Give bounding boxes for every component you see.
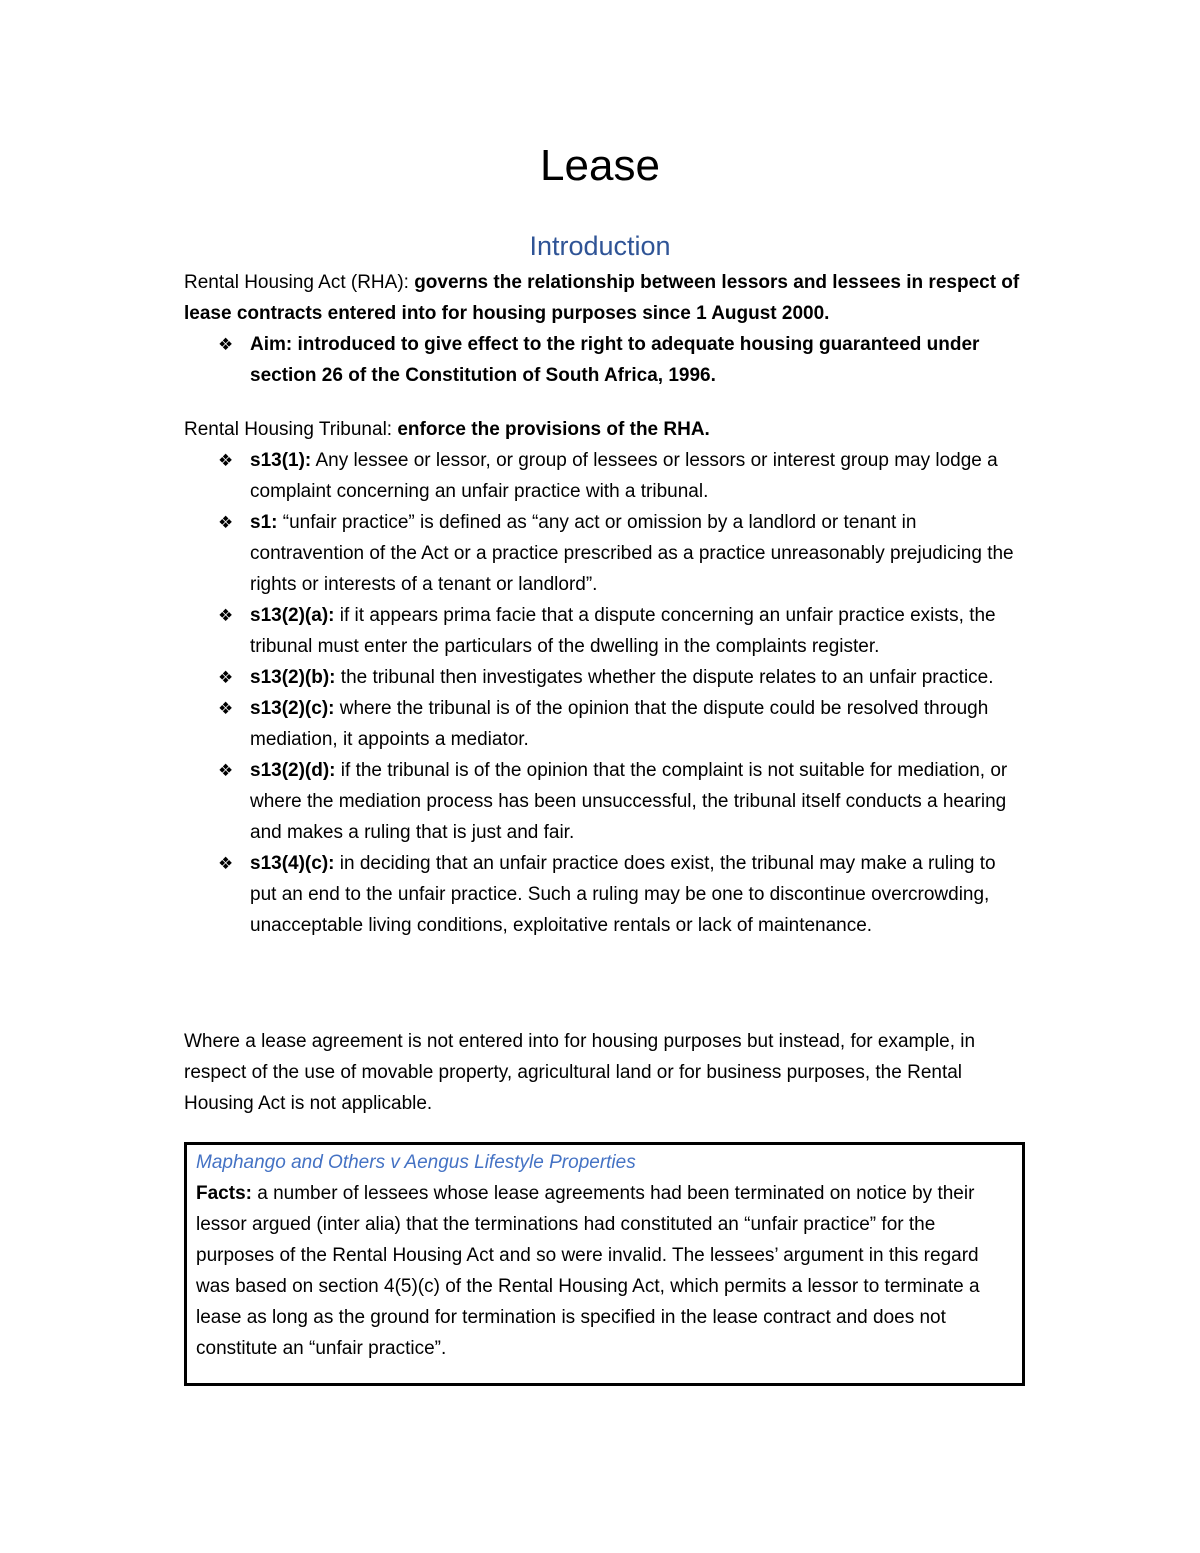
section-heading-introduction: Introduction <box>529 231 671 261</box>
diamond-bullet-icon: ❖ <box>218 451 234 470</box>
provision-ref: s13(2)(d): <box>250 760 336 781</box>
aim-lead: Aim: <box>250 334 293 355</box>
provision-text: where the tribunal is of the opinion that the dispute could be resolved through mediation, it appoints a mediator. <box>250 698 989 750</box>
list-item <box>184 662 1024 693</box>
case-box <box>184 1142 1025 1386</box>
list-item <box>184 848 1024 941</box>
diamond-bullet-icon: ❖ <box>218 668 234 687</box>
list-item <box>184 755 1024 848</box>
provision-text: if the tribunal is of the opinion that the complaint is not suitable for mediation, or where the mediation process has been unsuccessful, the tribunal itself conducts a hearing and makes a ruling that is just and fair. <box>250 760 1008 843</box>
provision-ref: s13(4)(c): <box>250 853 335 874</box>
provision-ref: s13(2)(c): <box>250 698 335 719</box>
rha-lead: Rental Housing Act (RHA): <box>184 272 409 293</box>
aim-list <box>184 329 1024 391</box>
rha-text: governs the relationship between lessors and lessees in respect of lease contracts entered into for housing purposes since 1 August 2000. <box>184 272 1020 324</box>
provision-ref: s1: <box>250 512 278 533</box>
provisions-list <box>184 445 1024 941</box>
list-item <box>184 693 1024 755</box>
provision-text: if it appears prima facie that a dispute concerning an unfair practice exists, the tribunal must enter the particulars of the dwelling in the complaints register. <box>250 605 996 657</box>
tribunal-text: enforce the provisions of the RHA. <box>392 419 710 440</box>
list-item <box>184 445 1024 507</box>
provision-text: Any lessee or lessor, or group of lessees or lessors or interest group may lodge a complaint concerning an unfair practice with a tribunal. <box>250 450 998 502</box>
tribunal-paragraph <box>184 414 1024 445</box>
document-title: Lease <box>540 141 660 190</box>
diamond-bullet-icon: ❖ <box>218 513 234 532</box>
provision-ref: s13(2)(b): <box>250 667 336 688</box>
diamond-bullet-icon: ❖ <box>218 699 234 718</box>
provision-ref: s13(1): <box>250 450 312 471</box>
facts-text: a number of lessees whose lease agreements had been terminated on notice by their lessor argued (inter alia) that the terminations had constituted an “unfair practice” for the purposes of the Rental Housing Act and so were invalid. The lessees’ argument in this regard was based on section 4(5)(c) of the Rental Housing Act, which permits a lessor to terminate a lease as long as the ground for termination is specified in the lease contract and does not constitute an “unfair practice”. <box>196 1183 980 1359</box>
provision-ref: s13(2)(a): <box>250 605 335 626</box>
list-item <box>184 329 1024 391</box>
aim-text: introduced to give effect to the right to adequate housing guaranteed under section 26 of the Constitution of South Africa, 1996. <box>250 334 980 386</box>
non-housing-paragraph: Where a lease agreement is not entered into for housing purposes but instead, for example, in respect of the use of movable property, agricultural land or for business purposes, the Rental Housing Act is not applicable. <box>184 1031 976 1114</box>
rha-paragraph <box>184 267 1024 329</box>
tribunal-lead: Rental Housing Tribunal: <box>184 419 393 440</box>
diamond-bullet-icon: ❖ <box>218 854 234 873</box>
list-item <box>184 600 1024 662</box>
provision-text: in deciding that an unfair practice does exist, the tribunal may make a ruling to put an end to the unfair practice. Such a ruling may be one to discontinue overcrowding, unacceptable living conditions, exploitative rentals or lack of maintenance. <box>250 853 996 936</box>
diamond-bullet-icon: ❖ <box>218 761 234 780</box>
case-title: Maphango and Others v Aengus Lifestyle Properties <box>196 1152 636 1173</box>
case-facts <box>196 1178 1006 1364</box>
facts-label: Facts: <box>196 1183 252 1204</box>
provision-text: the tribunal then investigates whether the dispute relates to an unfair practice. <box>335 667 994 688</box>
diamond-bullet-icon: ❖ <box>218 335 234 354</box>
diamond-bullet-icon: ❖ <box>218 606 234 625</box>
list-item <box>184 507 1024 600</box>
provision-text: “unfair practice” is defined as “any act or omission by a landlord or tenant in contravention of the Act or a practice prescribed as a practice unreasonably prejudicing the rights or interests of a tenant or landlord”. <box>250 512 1014 595</box>
